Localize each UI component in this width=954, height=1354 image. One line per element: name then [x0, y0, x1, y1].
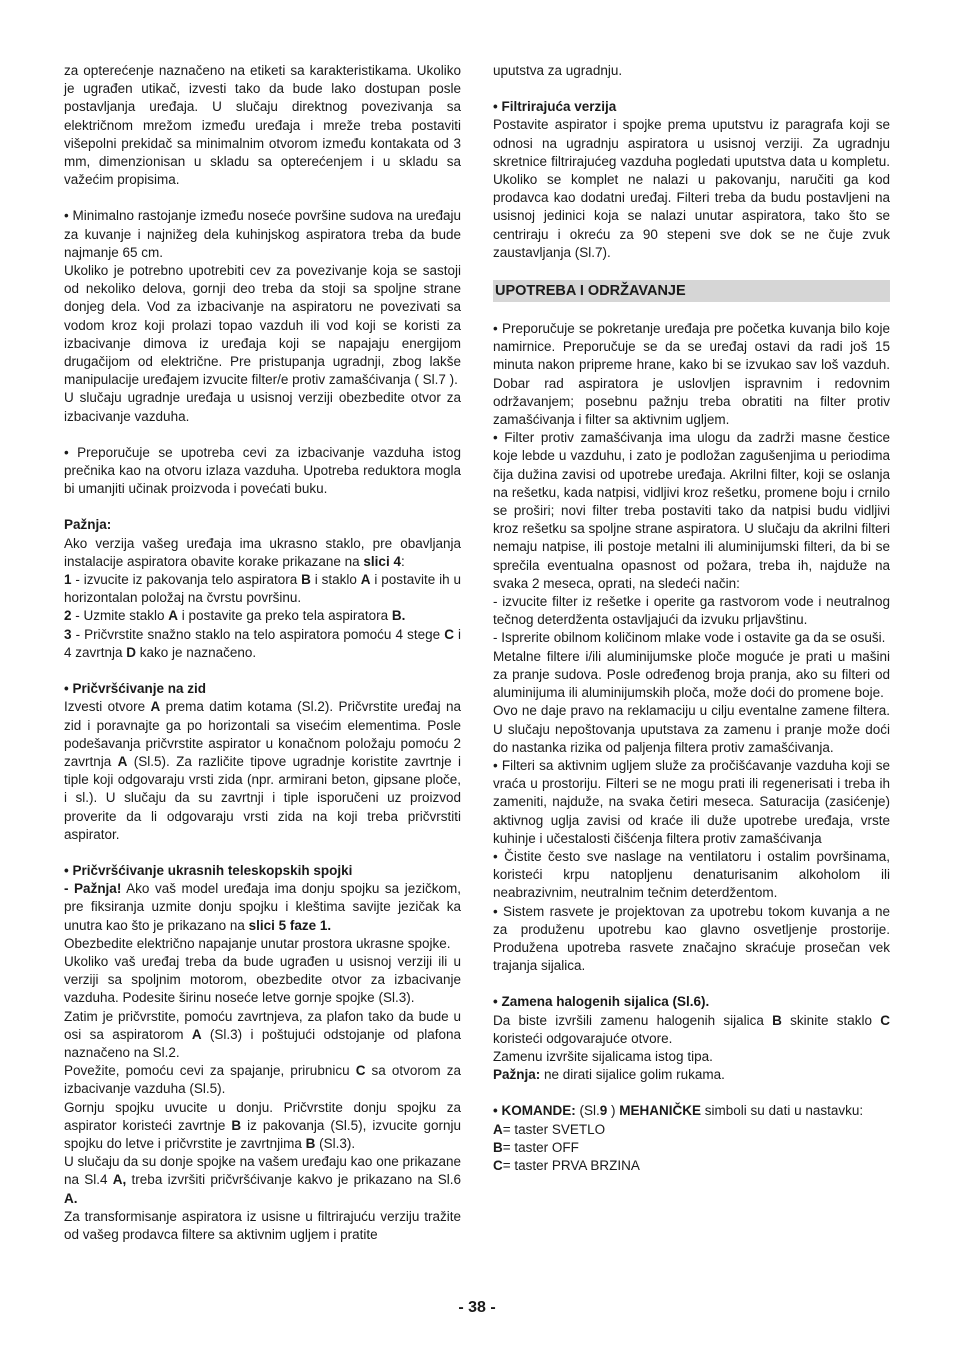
- step-1: 1 - izvucite iz pakovanja telo aspiratora B i staklo A i postavite ih u horizontalan položaj na čvrstu površinu.: [64, 572, 461, 606]
- paragraph: U slučaju ugradnje uređaja u usisnoj verziji obezbedite otvor za izbacivanje vazduha.: [64, 390, 461, 424]
- halogen-text: Da biste izvršili zamenu halogenih sijalica B skinite staklo C koristeći odgovarajuće otvore.: [493, 1012, 890, 1046]
- paragraph: Ukoliko vaš uređaj treba da bude ugrađen u usisnoj verziji ili u verziji sa spoljnim motorom, obezbedite otvor za izbacivanje vazduha. Podesite širinu noseće letve gornje spojke (Sl.3).: [64, 953, 461, 1006]
- wall-mount-text: Izvesti otvore A prema datim kotama (Sl.2). Pričvrstite uređaj na zid i poravnajte ga po horizontali sa visećim elementima. Posle podešavanja pričvrstite aspirator u konačnom položaju pomoću 2 zavrtnja A (Sl.5). Za različite tipove ugradnje koristite zavrtnje i tiple koji odgovaraju vrsti zida (npr. armirani beton, gipsane ploče, i sl.). U slučaju da su zavrtnji i tiple isporučeni uz proizvod proverite da li odgovaraju vrsti zida na koji treba pričvrstiti aspirator.: [64, 699, 462, 842]
- paragraph: Ukoliko je potrebno upotrebiti cev za povezivanje koja se sastoji od nekoliko delova, gornji deo treba da stoji sa spoljne strane donjeg dela. Vod za izbacivanje na aspiratoru ne povezivati sa vodom kroz koji prolazi topao vazduh ili vod koji se koristi za izbacivanje dimova iz uređaja koji se napajaju energijom drugačijom od električne. Pre pristupanja ugradnji, zbog lakše manipulacije uređajem izvucite filter/e protiv zamašćivanja ( Sl.7 ).: [64, 263, 461, 388]
- page-number: - 38 -: [458, 1299, 496, 1316]
- section-heading: UPOTREBA I ODRŽAVANJE: [493, 280, 890, 302]
- paragraph: Obezbedite električno napajanje unutar prostora ukrasne spojke.: [64, 935, 451, 951]
- paragraph: U slučaju da su donje spojke na vašem uređaju kao one prikazane na Sl.4 A, treba izvršiti pričvršćivanje kakvo je prikazano na Sl.6 A.: [64, 1154, 461, 1206]
- halogen-warning: Pažnja: ne dirati sijalice golim rukama.: [493, 1067, 725, 1083]
- paragraph: • Sistem rasvete je projektovan za upotrebu tokom kuvanja a ne za produženu upotrebu kao glavno osvetljenje prostorije. Produžena upotreba rasvete značajno skraćuje prosečan vek trajanja sijalica.: [493, 903, 890, 974]
- wall-mount-title: • Pričvršćivanje na zid: [64, 681, 207, 697]
- telescopic-title: • Pričvršćivanje ukrasnih teleskopskih spojki: [64, 862, 353, 878]
- paragraph: - izvucite filter iz rešetke i operite ga rastvorom vode i neutralnog tečnog deterdženta ostavljajući da izvuku prljavštinu.: [493, 594, 890, 628]
- paragraph: Postavite aspirator i spojke prema uputstvu iz paragrafa koji se odnosi na ugradnju aspiratora u usisnoj verziji. Za ugradnju skretnice filtrirajućeg vazduha pogledati uputstva data u kompletu. Ukoliko se komplet ne nalazi u pakovanju, naručiti ga kod prodavca kao dodatni uređaj. Filteri treba da budu postavljeni na usisnoj jedinici koja se nalazi unutar aspiratora, tako što se centriraju i okreću za 90 stepeni sve dok se ne čuje zvuk zaustavljanja (Sl.7).: [493, 117, 890, 260]
- paragraph: • Minimalno rastojanje između noseće površine sudova na uređaju za kuvanje i najnižeg dela kuhinjskog aspiratora treba da bude najmanje 65 cm.: [64, 208, 461, 260]
- halogen-title: • Zamena halogenih sijalica (Sl.6).: [493, 994, 710, 1010]
- step-2: 2 - Uzmite staklo A i postavite ga preko tela aspiratora B.: [64, 608, 406, 624]
- left-column: [64, 62, 461, 1244]
- paragraph: Gornju spojku uvucite u donju. Pričvrstite donju spojku za aspirator koristeći zavrtnje B iz pakovanja (Sl.5), izvucite gornju spojku do letve i pričvrstite je zavrtnjima B (Sl.3).: [64, 1099, 461, 1151]
- command-b: B= taster OFF: [493, 1139, 579, 1155]
- paragraph: • Preporučuje se upotreba cevi za izbacivanje vazduha istog prečnika kao na otvoru izlaza vazduha. Upotreba reduktora mogla bi umanjiti učinak proizvoda i povećati buku.: [64, 444, 461, 497]
- command-a: A= taster SVETLO: [493, 1121, 606, 1137]
- paragraph: Metalne filtere i/ili aluminijumske ploče moguće je prati u mašini za pranje sudova. Posle određenog broja pranja, ako su filteri od aluminijuma ili aluminijumskih ploča, može doći do promene boje.: [493, 648, 890, 701]
- paragraph: Povežite, pomoću cevi za spajanje, prirubnicu C sa otvorom za izbacivanje vazduha (Sl.5).: [64, 1063, 461, 1097]
- filter-version-title: • Filtrirajuća verzija: [493, 99, 617, 115]
- paragraph: - Isprerite obilnom količinom mlake vode i ostavite ga da se osuši.: [493, 630, 886, 646]
- right-column: [493, 62, 890, 1175]
- paragraph: • Preporučuje se pokretanje uređaja pre početka kuvanja bilo koje namirnice. Preporučuje se da se uređaj ostavi da radi još 15 minuta nakon pripreme hrane, kako bi se izvukao sav loš vazduh. Dobar rad aspiratora je uslovljen ispravnim i redovnim održavanjem; posebnu pažnju treba obratiti na filter protiv zamašćivanja i filter sa aktivnim ugljem.: [493, 321, 890, 428]
- paragraph: • Filteri sa aktivnim ugljem služe za pročišćavanje vazduha koji se vraća u prostoriju. Filteri se ne mogu prati ili regenerisati i treba ih zameniti, najduže, na svaka četiri meseca. Saturacija (zasićenje) aktivnog uglja zavisi od kraće ili duže upotrebe uređaja, vrste kuhinje i učestalosti čišćenja filtera protiv zamašćivanja: [493, 757, 890, 846]
- command-c: C= taster PRVA BRZINA: [493, 1157, 640, 1173]
- paragraph: Zatim je pričvrstite, pomoću zavrtnjeva, za plafon tako da bude u osi sa aspiratorom A (Sl.3) i poštujući odstojanje od plafona naznačeno na Sl.2.: [64, 1008, 461, 1060]
- paragraph: za opterećenje naznačeno na etiketi sa karakteristikama. Ukoliko je ugrađen utikač, izvesti tako da bude lako dostupan posle postavljanja uređaja. U slučaju direktnog povezivanja sa električnom mrežom između uređaja i mreže treba postaviti višepolni prekidač sa minimalnim otvorom između kontakata od 3 mm, dimenzionisan u skladu sa opterećenjem i u skladu sa važećim propisima.: [64, 63, 461, 188]
- commands-title: • KOMANDE: (Sl.9 ) MEHANIČKE simboli su dati u nastavku:: [493, 1103, 864, 1119]
- paragraph: Ovo ne daje pravo na reklamaciju u cilju eventalne zamene filtera. U slučaju nepoštovanja uputstava za zamenu i pranje može doći do nastanka rizika od paljenja filtera protiv zamašćivanja.: [493, 703, 890, 755]
- attention-text: Ako verzija vašeg uređaja ima ukrasno staklo, pre obavljanja instalacije aspiratora obavite korake prikazane na slici 4:: [64, 535, 461, 569]
- telescopic-warning: - Pažnja! Ako vaš model uređaja ima donju spojku sa jezičkom, pre fiksiranja uzmite donju spojku i kleštima savijte jezičak ka unutra kao što je prikazano na slici 5 faze 1.: [64, 881, 461, 933]
- paragraph: Zamenu izvršite sijalicama istog tipa.: [493, 1048, 713, 1064]
- paragraph: • Filter protiv zamašćivanja ima ulogu da zadrži masne čestice koje lebde u vazduhu, i zato je podložan zagušenjima u periodima čija dužina zavisi od upotrebe uređaja. Akrilni filter, koji se oslanja na rešetku, kada natpisi, vidljivi kroz rešetku, promene boju i crnilo se proširi; novi filter treba postaviti tako da natpisi budu vidljivi kroz rešetku sa spoljne strane aspiratora. U slučaju da akrilni filteri nemaju natpise, ili postoje metalni ili aluminijumski filteri, da bi se sprečila eventualna opasnost od požara, treba ih, najduže na svaka 2 meseca, oprati, na sledeći način:: [493, 430, 890, 591]
- step-3: 3 - Pričvrstite snažno staklo na telo aspiratora pomoću 4 stege C i 4 zavrtnja D kako je naznačeno.: [64, 626, 462, 660]
- paragraph: • Čistite često sve naslage na ventilatoru i ostalim površinama, koristeći krpu natopljenu denaturisanim alkoholom ili neabrazivnim, neutralnim tečnim deterdžentom.: [493, 848, 890, 901]
- attention-title: Pažnja:: [64, 517, 112, 533]
- paragraph: uputstva za ugradnju.: [493, 63, 623, 78]
- paragraph: Za transformisanje aspiratora iz usisne u filtrirajuću verziju tražite od vašeg prodavca filtere sa aktivnim ugljem i pratite: [64, 1208, 461, 1242]
